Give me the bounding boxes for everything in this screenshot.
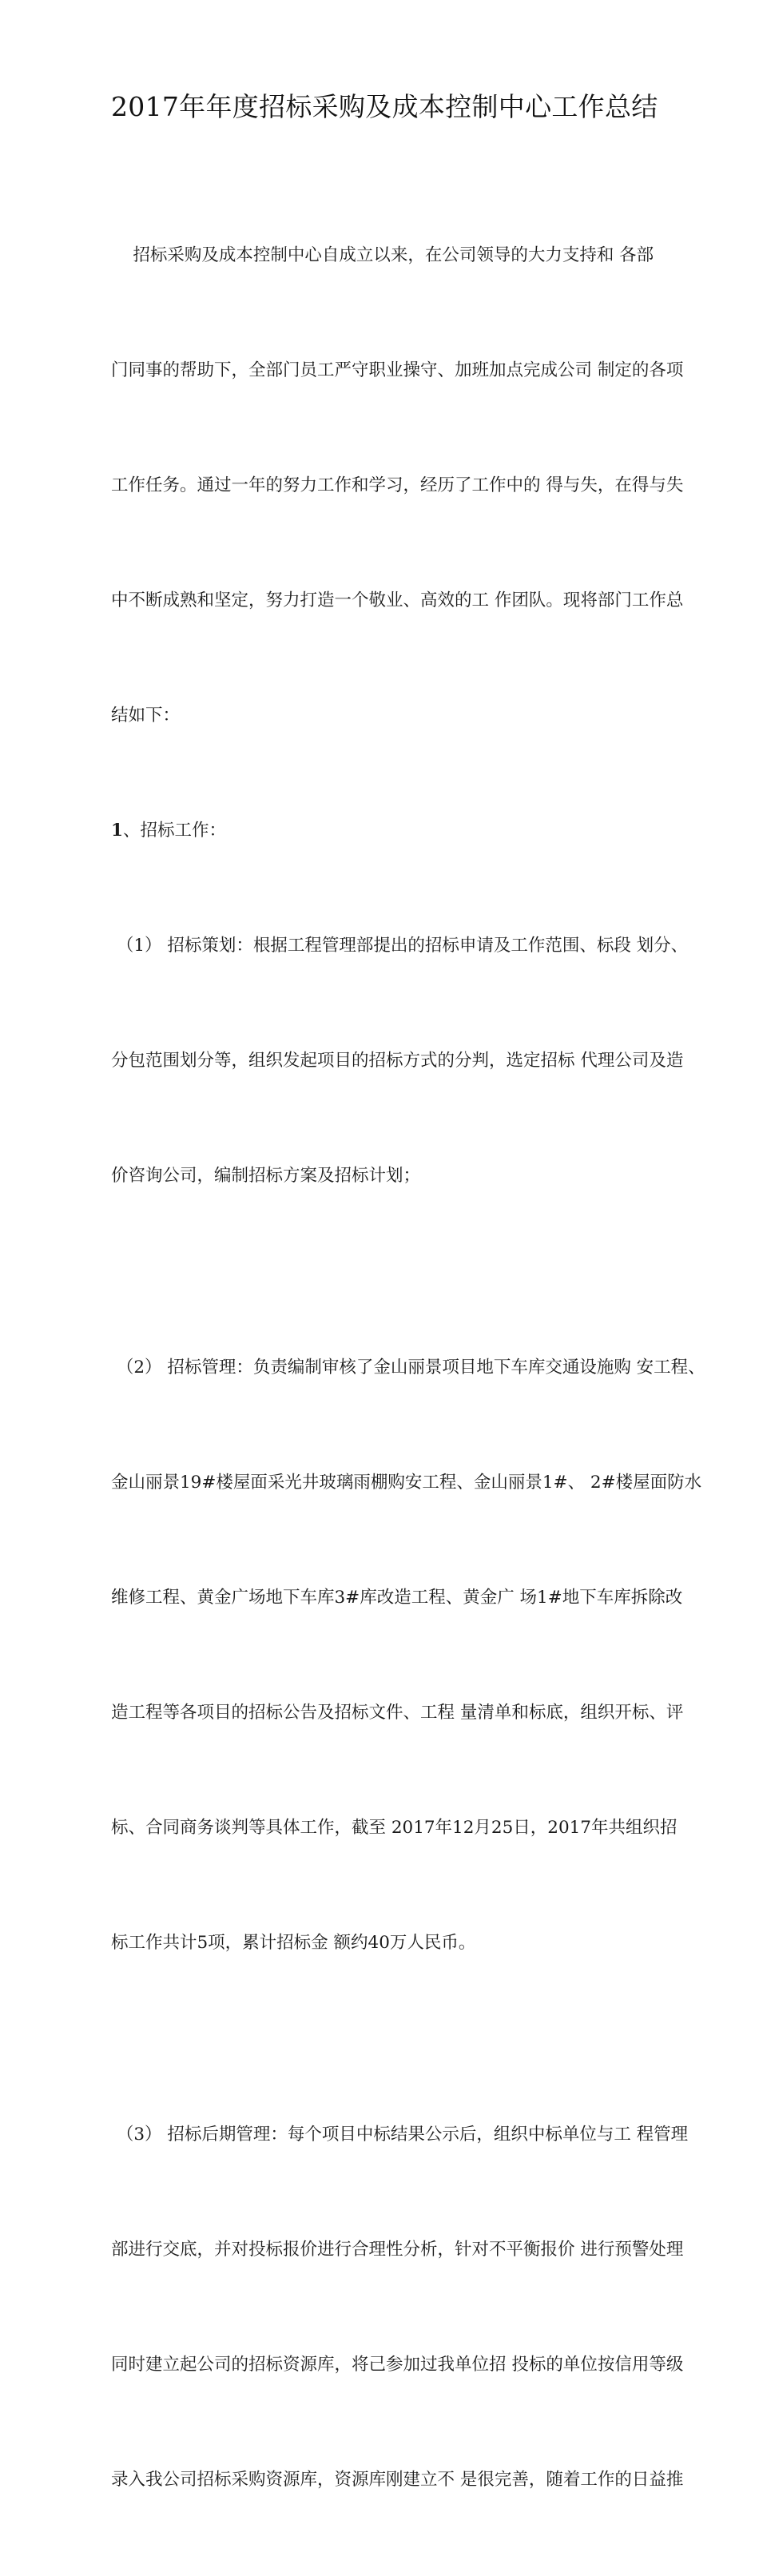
text-line: 招标采购及成本控制中心自成立以来，在公司领导的大力支持和 各部: [111, 245, 654, 265]
text-line: （1） 招标策划：根据工程管理部提出的招标申请及工作范围、标段 划分、: [111, 936, 689, 956]
text-line: 造工程等各项目的招标公告及招标文件、工程 量清单和标底，组织开标、评: [111, 1703, 684, 1723]
text-line: 分包范围划分等，组织发起项目的招标方式的分判，选定招标 代理公司及造: [111, 1051, 684, 1071]
text-line: 标、合同商务谈判等具体工作，截至 2017年12月25日，2017年共组织招: [111, 1818, 678, 1838]
text-line: 金山丽景19#楼屋面采光井玻璃雨棚购安工程、金山丽景1#、 2#楼屋面防水: [111, 1473, 702, 1493]
section-heading-label: 招标工作：: [140, 821, 226, 841]
text-line: 结如下：: [111, 706, 181, 725]
paragraph-item-2: [111, 1272, 705, 2039]
text-line: 工作任务。通过一年的努力工作和学习，经历了工作中的 得与失，在得与失: [111, 475, 684, 495]
text-line: 录入我公司招标采购资源库，资源库刚建立不 是很完善，随着工作的日益推: [111, 2470, 684, 2490]
text-line: 部进行交底，并对投标报价进行合理性分析，针对不平衡报价 进行预警处理: [111, 2240, 684, 2260]
text-line: 标工作共计5项，累计招标金 额约40万人民币。: [111, 1933, 476, 1953]
text-line: （3） 招标后期管理：每个项目中标结果公示后，组织中标单位与工 程管理: [111, 2125, 689, 2145]
text-line: 维修工程、黄金广场地下车库3#库改造工程、黄金广 场1#地下车库拆除改: [111, 1588, 683, 1608]
section-heading-1: [111, 812, 648, 850]
document-body: [111, 0, 705, 2576]
page-title: 2017年年度招标采购及成本控制中心工作总结: [111, 91, 658, 122]
title-spacer: [111, 120, 648, 160]
text-line: 门同事的帮助下，全部门员工严守职业操守、加班加点完成公司 制定的各项: [111, 360, 684, 380]
paragraph-item-3: [111, 2039, 689, 2576]
paragraph-item-1: [111, 850, 689, 1272]
section-separator: 、: [122, 821, 141, 841]
text-line: 价咨询公司，编制招标方案及招标计划；: [111, 1166, 421, 1186]
section-number: 1: [111, 821, 123, 841]
text-line: 中不断成熟和坚定，努力打造一个敬业、高效的工 作团队。现将部门工作总: [111, 590, 684, 610]
text-line: 同时建立起公司的招标资源库，将己参加过我单位招 投标的单位按信用等级: [111, 2355, 684, 2375]
text-line: （2） 招标管理：负责编制审核了金山丽景项目地下车库交通设施购 安工程、: [111, 1358, 705, 1377]
paragraph-intro: [111, 160, 684, 812]
